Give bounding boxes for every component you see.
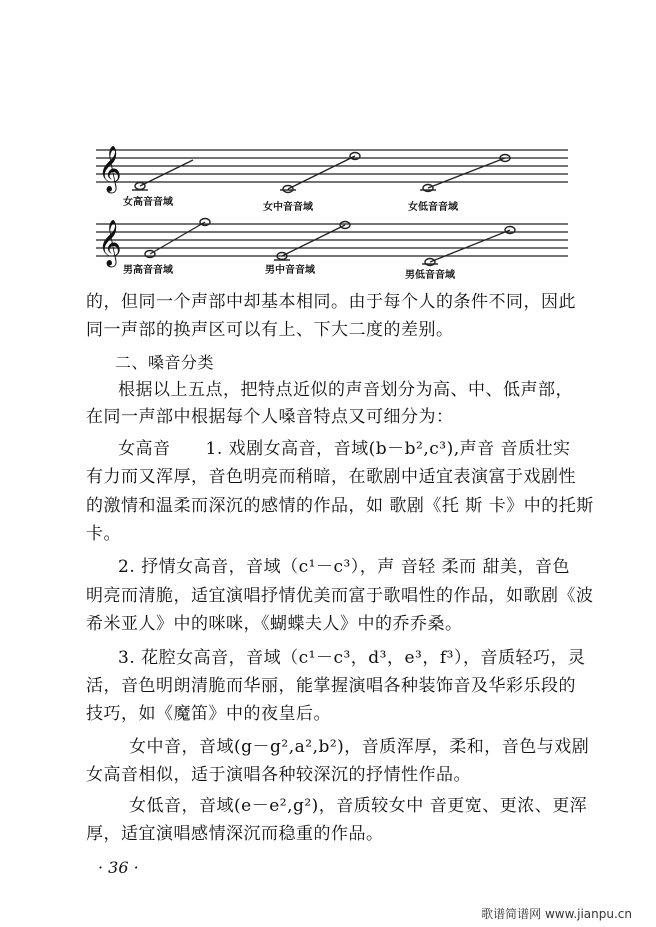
treble-clef-icon: 𝄞 (98, 146, 122, 192)
paragraph-line: 活，音色明朗清脆而华丽，能掌握演唱各种装饰音及华彩乐段的 (86, 676, 576, 696)
female-range-strokes (140, 156, 505, 189)
paragraph-line: 明亮而清脆，适宜演唱抒情优美而富于歌唱性的作品，如歌剧《波 (86, 586, 594, 606)
paragraph-line: 的激情和温柔而深沉的感情的作品，如 歌剧《托 斯 卡》中的托斯 (86, 496, 594, 516)
paragraph-line: 3. 花腔女高音，音域（c¹－c³，d³，e³，f³），音质轻巧，灵 (118, 648, 586, 668)
watermark: 歌谱简谱网 www.jianpu.cn (481, 907, 632, 921)
paragraph-line: 技巧，如《魔笛》中的夜皇后。 (86, 704, 331, 724)
music-staff-figure (0, 0, 656, 290)
staff-label-soprano: 女高音音域 (123, 197, 173, 208)
staff-label-baritone: 男中音音域 (265, 265, 315, 276)
bass-staff (96, 224, 568, 256)
page-number: · 36 · (98, 858, 139, 877)
paragraph-line: 的，但同一个声部中却基本相同。由于每个人的条件不同，因此 (86, 292, 576, 312)
paragraph-line: 女低音，音域(e－e²,g²)，音质较女中 音更宽、更浓、更浑 (129, 796, 588, 816)
treble-staff (96, 150, 568, 182)
section-heading: 二、嗓音分类 (115, 353, 215, 372)
paragraph-line: 女中音，音域(g－g²,a²,b²)，音质浑厚，柔和，音色与戏剧 (129, 737, 590, 757)
male-range-notes (145, 219, 515, 266)
paragraph-line: 厚，适宜演唱感情深沉而稳重的作品。 (86, 824, 384, 844)
paragraph-line: 卡。 (86, 524, 121, 544)
staff-label-tenor: 男高音音域 (123, 265, 173, 276)
paragraph-line: 同一声部的换声区可以有上、下大二度的差别。 (86, 320, 454, 340)
staff-label-bass: 男低音音域 (405, 270, 455, 281)
paragraph-line: 女高音 1. 戏剧女高音，音域(b－b²,c³),声音 音质壮实 (118, 439, 571, 459)
treble-clef-icon-lower: 𝄞 (98, 220, 122, 266)
paragraph-line: 希米亚人》中的咪咪，《蝴蝶夫人》中的乔乔桑。 (86, 614, 463, 634)
paragraph-line: 有力而又浑厚，音色明亮而稍暗，在歌剧中适宜表演富于戏剧性 (86, 467, 576, 487)
staff-label-mezzo: 女中音音域 (263, 202, 313, 213)
staff-label-alto: 女低音音域 (408, 202, 458, 213)
paragraph-line: 根据以上五点，把特点近似的声音划分为高、中、低声部， (118, 380, 573, 400)
paragraph-line: 2. 抒情女高音，音域（c¹－c³），声 音轻 柔而 甜美，音色 (118, 557, 571, 577)
paragraph-line: 在同一声部中根据每个人嗓音特点又可细分为： (86, 407, 454, 427)
paragraph-line: 女高音相似，适于演唱各种较深沉的抒情性作品。 (86, 765, 471, 785)
